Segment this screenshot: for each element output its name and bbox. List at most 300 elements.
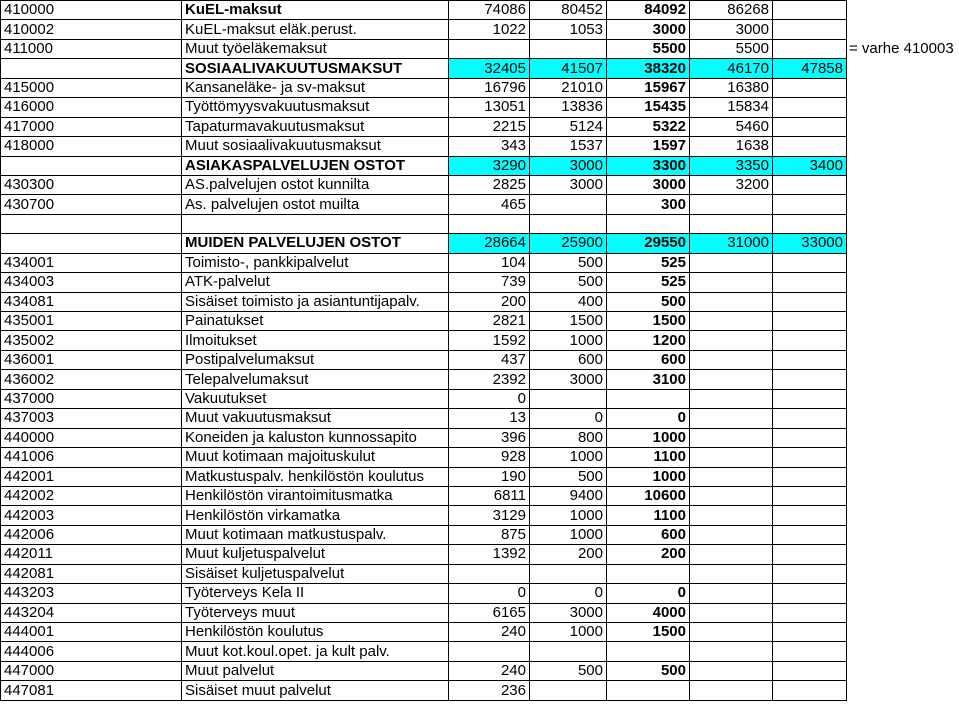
value-cell-col5[interactable] [773,428,847,447]
note-cell[interactable] [847,486,959,505]
value-cell-col4[interactable] [690,292,773,311]
value-cell-col2[interactable]: 41507 [530,59,607,78]
value-cell-col2[interactable]: 400 [530,292,607,311]
value-cell-col1[interactable] [449,564,530,583]
value-cell-col3[interactable]: 200 [607,545,690,564]
table-row [1,409,959,428]
note-cell[interactable] [847,20,959,39]
value-cell-col1[interactable]: 2215 [449,117,530,136]
value-cell-col5[interactable] [773,98,847,117]
section-header-row [1,59,959,78]
value-cell-col4[interactable] [690,486,773,505]
description-cell[interactable]: As. palvelujen ostot muilta [182,195,449,214]
value-cell-col2[interactable]: 9400 [530,486,607,505]
description-cell[interactable]: Työterveys Kela II [182,584,449,603]
account-code-cell[interactable]: 442003 [1,506,182,525]
value-cell-col3[interactable]: 15435 [607,98,690,117]
value-cell-col5[interactable] [773,117,847,136]
note-cell[interactable] [847,681,959,700]
description-cell[interactable]: Muut sosiaalivakuutusmaksut [182,137,449,156]
description-cell[interactable]: Postipalvelumaksut [182,350,449,369]
value-cell-col1[interactable]: 875 [449,525,530,544]
value-cell-col1[interactable]: 0 [449,584,530,603]
value-cell-col3[interactable]: 0 [607,584,690,603]
value-cell-col2[interactable] [530,681,607,700]
value-cell-col3[interactable]: 38320 [607,59,690,78]
note-cell[interactable] [847,312,959,331]
value-cell-col2[interactable]: 3000 [530,175,607,194]
value-cell-col2[interactable]: 1000 [530,331,607,350]
value-cell-col1[interactable]: 437 [449,350,530,369]
account-code-cell[interactable]: 441006 [1,448,182,467]
description-cell[interactable]: Painatukset [182,312,449,331]
value-cell-col1[interactable]: 343 [449,137,530,156]
note-cell[interactable] [847,389,959,408]
value-cell-col4[interactable] [690,389,773,408]
description-cell[interactable]: Tapaturmavakuutusmaksut [182,117,449,136]
value-cell-col5[interactable] [773,661,847,680]
description-cell[interactable]: Kansaneläke- ja sv-maksut [182,78,449,97]
value-cell-col4[interactable] [690,370,773,389]
account-code-cell[interactable]: 410000 [1,1,182,20]
value-cell-col2[interactable] [530,389,607,408]
account-code-cell[interactable]: 442001 [1,467,182,486]
value-cell-col3[interactable]: 1000 [607,467,690,486]
description-cell[interactable]: Ilmoitukset [182,331,449,350]
value-cell-col4[interactable]: 3000 [690,20,773,39]
value-cell-col4[interactable] [690,584,773,603]
value-cell-col3[interactable]: 4000 [607,603,690,622]
value-cell-col2[interactable]: 600 [530,350,607,369]
account-code-cell[interactable]: 436002 [1,370,182,389]
description-cell[interactable] [182,214,449,233]
value-cell-col1[interactable]: 0 [449,389,530,408]
value-cell-col3[interactable]: 15967 [607,78,690,97]
value-cell-col2[interactable]: 500 [530,253,607,272]
account-code-cell[interactable]: 418000 [1,137,182,156]
value-cell-col1[interactable]: 1022 [449,20,530,39]
note-cell[interactable] [847,175,959,194]
section-title-cell[interactable]: MUIDEN PALVELUJEN OSTOT [182,234,449,253]
value-cell-col5[interactable] [773,467,847,486]
value-cell-col3[interactable]: 1597 [607,137,690,156]
description-cell[interactable]: Henkilöstön virantoimitusmatka [182,486,449,505]
account-code-cell[interactable]: 443203 [1,584,182,603]
description-cell[interactable]: Muut vakuutusmaksut [182,409,449,428]
value-cell-col3[interactable]: 600 [607,350,690,369]
value-cell-col2[interactable]: 800 [530,428,607,447]
value-cell-col1[interactable] [449,39,530,58]
account-code-cell[interactable] [1,214,182,233]
account-code-cell[interactable]: 436001 [1,350,182,369]
value-cell-col1[interactable]: 240 [449,661,530,680]
value-cell-col2[interactable]: 500 [530,273,607,292]
account-code-cell[interactable]: 444001 [1,623,182,642]
value-cell-col1[interactable]: 28664 [449,234,530,253]
account-code-cell[interactable]: 434003 [1,273,182,292]
value-cell-col1[interactable]: 32405 [449,59,530,78]
value-cell-col2[interactable]: 500 [530,467,607,486]
value-cell-col1[interactable]: 13 [449,409,530,428]
description-cell[interactable]: KuEL-maksut [182,1,449,20]
value-cell-col3[interactable]: 84092 [607,1,690,20]
note-cell[interactable] [847,78,959,97]
value-cell-col2[interactable] [530,195,607,214]
value-cell-col4[interactable] [690,195,773,214]
value-cell-col4[interactable]: 5500 [690,39,773,58]
value-cell-col4[interactable] [690,409,773,428]
value-cell-col5[interactable] [773,370,847,389]
note-cell[interactable] [847,584,959,603]
account-code-cell[interactable]: 442011 [1,545,182,564]
description-cell[interactable]: Sisäiset muut palvelut [182,681,449,700]
account-code-cell[interactable]: 447000 [1,661,182,680]
value-cell-col4[interactable]: 1638 [690,137,773,156]
description-cell[interactable]: Työttömyysvakuutusmaksut [182,98,449,117]
value-cell-col4[interactable] [690,253,773,272]
note-cell[interactable] [847,448,959,467]
value-cell-col1[interactable]: 6165 [449,603,530,622]
value-cell-col4[interactable] [690,214,773,233]
account-code-cell[interactable]: 434001 [1,253,182,272]
value-cell-col5[interactable] [773,175,847,194]
description-cell[interactable]: KuEL-maksut eläk.perust. [182,20,449,39]
description-cell[interactable]: Muut kotimaan matkustuspalv. [182,525,449,544]
value-cell-col3[interactable] [607,389,690,408]
note-cell[interactable] [847,350,959,369]
value-cell-col3[interactable]: 3000 [607,175,690,194]
value-cell-col2[interactable]: 5124 [530,117,607,136]
table-row [1,389,959,408]
description-cell[interactable]: Henkilöstön koulutus [182,623,449,642]
value-cell-col4[interactable] [690,564,773,583]
table-row [1,564,959,583]
table-row [1,1,959,20]
account-code-cell[interactable] [1,234,182,253]
account-code-cell[interactable]: 437000 [1,389,182,408]
value-cell-col2[interactable] [530,642,607,661]
value-cell-col4[interactable]: 5460 [690,117,773,136]
value-cell-col1[interactable]: 200 [449,292,530,311]
value-cell-col5[interactable] [773,506,847,525]
value-cell-col4[interactable] [690,642,773,661]
value-cell-col1[interactable]: 739 [449,273,530,292]
value-cell-col3[interactable]: 600 [607,525,690,544]
value-cell-col5[interactable] [773,331,847,350]
value-cell-col2[interactable]: 13836 [530,98,607,117]
description-cell[interactable]: Muut kot.koul.opet. ja kult palv. [182,642,449,661]
value-cell-col1[interactable]: 13051 [449,98,530,117]
note-cell[interactable] [847,642,959,661]
account-code-cell[interactable]: 411000 [1,39,182,58]
value-cell-col1[interactable]: 2392 [449,370,530,389]
value-cell-col3[interactable]: 3300 [607,156,690,175]
value-cell-col2[interactable] [530,564,607,583]
value-cell-col1[interactable]: 6811 [449,486,530,505]
account-code-cell[interactable]: 437003 [1,409,182,428]
note-cell[interactable] [847,467,959,486]
value-cell-col5[interactable] [773,20,847,39]
account-code-cell[interactable]: 435002 [1,331,182,350]
value-cell-col3[interactable]: 3000 [607,20,690,39]
account-code-cell[interactable]: 430300 [1,175,182,194]
description-cell[interactable]: Vakuutukset [182,389,449,408]
value-cell-col4[interactable]: 3200 [690,175,773,194]
note-cell[interactable] [847,292,959,311]
value-cell-col1[interactable]: 190 [449,467,530,486]
value-cell-col4[interactable] [690,467,773,486]
description-cell[interactable]: Matkustuspalv. henkilöstön koulutus [182,467,449,486]
note-cell[interactable] [847,137,959,156]
value-cell-col5[interactable] [773,312,847,331]
value-cell-col1[interactable]: 928 [449,448,530,467]
value-cell-col5[interactable] [773,78,847,97]
value-cell-col3[interactable]: 0 [607,409,690,428]
value-cell-col3[interactable]: 500 [607,661,690,680]
note-cell[interactable]: = varhe 410003 [849,40,954,58]
value-cell-col3[interactable] [607,642,690,661]
value-cell-col5[interactable] [773,350,847,369]
value-cell-col1[interactable]: 2821 [449,312,530,331]
note-cell[interactable] [847,428,959,447]
value-cell-col5[interactable] [773,39,847,58]
value-cell-col3[interactable]: 10600 [607,486,690,505]
value-cell-col3[interactable]: 1500 [607,623,690,642]
value-cell-col5[interactable] [773,603,847,622]
value-cell-col1[interactable]: 2825 [449,175,530,194]
value-cell-col5[interactable] [773,486,847,505]
description-cell[interactable]: Muut työeläkemaksut [182,39,449,58]
value-cell-col5[interactable] [773,195,847,214]
value-cell-col5[interactable] [773,292,847,311]
section-title-cell[interactable]: ASIAKASPALVELUJEN OSTOT [182,156,449,175]
value-cell-col4[interactable] [690,623,773,642]
value-cell-col5[interactable] [773,584,847,603]
note-cell[interactable] [847,234,959,253]
value-cell-col2[interactable]: 1537 [530,137,607,156]
note-cell[interactable] [847,156,959,175]
value-cell-col3[interactable] [607,214,690,233]
note-cell[interactable] [847,409,959,428]
value-cell-col5[interactable] [773,642,847,661]
value-cell-col1[interactable]: 396 [449,428,530,447]
value-cell-col3[interactable]: 1000 [607,428,690,447]
value-cell-col2[interactable]: 1000 [530,525,607,544]
value-cell-col3[interactable]: 500 [607,292,690,311]
description-cell[interactable]: ATK-palvelut [182,273,449,292]
value-cell-col1[interactable] [449,642,530,661]
note-cell[interactable] [847,525,959,544]
value-cell-col3[interactable]: 5322 [607,117,690,136]
table-row [1,448,959,467]
account-code-cell[interactable]: 440000 [1,428,182,447]
value-cell-col4[interactable] [690,273,773,292]
value-cell-col2[interactable]: 21010 [530,78,607,97]
account-code-cell[interactable]: 442002 [1,486,182,505]
value-cell-col1[interactable]: 16796 [449,78,530,97]
value-cell-col4[interactable] [690,350,773,369]
value-cell-col3[interactable]: 300 [607,195,690,214]
value-cell-col5[interactable] [773,273,847,292]
value-cell-col4[interactable] [690,428,773,447]
value-cell-col3[interactable]: 1200 [607,331,690,350]
table-row [1,195,959,214]
note-cell[interactable] [847,623,959,642]
value-cell-col4[interactable]: 15834 [690,98,773,117]
account-code-cell[interactable]: 415000 [1,78,182,97]
description-cell[interactable]: Muut palvelut [182,661,449,680]
value-cell-col2[interactable]: 1000 [530,448,607,467]
value-cell-col5[interactable] [773,389,847,408]
note-cell[interactable] [847,117,959,136]
account-code-cell[interactable]: 417000 [1,117,182,136]
note-cell[interactable] [847,506,959,525]
value-cell-col2[interactable]: 0 [530,584,607,603]
table-row [1,525,959,544]
section-title-cell[interactable]: SOSIAALIVAKUUTUSMAKSUT [182,59,449,78]
value-cell-col4[interactable]: 3350 [690,156,773,175]
value-cell-col1[interactable] [449,214,530,233]
description-cell[interactable]: Muut kotimaan majoituskulut [182,448,449,467]
value-cell-col1[interactable]: 104 [449,253,530,272]
note-cell[interactable] [847,214,959,233]
value-cell-col4[interactable]: 86268 [690,1,773,20]
account-code-cell[interactable] [1,156,182,175]
value-cell-col4[interactable] [690,681,773,700]
value-cell-col2[interactable]: 1000 [530,506,607,525]
account-code-cell[interactable]: 416000 [1,98,182,117]
table-row [1,506,959,525]
value-cell-col1[interactable]: 3129 [449,506,530,525]
value-cell-col5[interactable] [773,681,847,700]
description-cell[interactable]: Koneiden ja kaluston kunnossapito [182,428,449,447]
note-cell[interactable] [847,331,959,350]
description-cell[interactable]: AS.palvelujen ostot kunnilta [182,175,449,194]
value-cell-col3[interactable]: 1100 [607,506,690,525]
note-cell[interactable] [847,253,959,272]
value-cell-col1[interactable]: 240 [449,623,530,642]
value-cell-col2[interactable]: 3000 [530,370,607,389]
account-code-cell[interactable]: 442006 [1,525,182,544]
value-cell-col4[interactable]: 46170 [690,59,773,78]
value-cell-col5[interactable]: 33000 [773,234,847,253]
account-code-cell[interactable]: 435001 [1,312,182,331]
account-code-cell[interactable]: 447081 [1,681,182,700]
value-cell-col2[interactable]: 1053 [530,20,607,39]
note-cell[interactable] [847,564,959,583]
value-cell-col3[interactable] [607,564,690,583]
value-cell-col3[interactable]: 1500 [607,312,690,331]
account-code-cell[interactable]: 444006 [1,642,182,661]
value-cell-col5[interactable] [773,137,847,156]
value-cell-col4[interactable] [690,661,773,680]
value-cell-col3[interactable]: 525 [607,253,690,272]
account-code-cell[interactable]: 410002 [1,20,182,39]
value-cell-col4[interactable]: 31000 [690,234,773,253]
value-cell-col4[interactable] [690,312,773,331]
note-cell[interactable] [847,1,959,20]
value-cell-col1[interactable]: 3290 [449,156,530,175]
value-cell-col2[interactable]: 3000 [530,603,607,622]
value-cell-col3[interactable]: 3100 [607,370,690,389]
value-cell-col2[interactable] [530,214,607,233]
value-cell-col5[interactable] [773,448,847,467]
value-cell-col2[interactable]: 1000 [530,623,607,642]
description-cell[interactable]: Muut kuljetuspalvelut [182,545,449,564]
value-cell-col5[interactable] [773,623,847,642]
account-code-cell[interactable]: 443204 [1,603,182,622]
account-code-cell[interactable]: 442081 [1,564,182,583]
value-cell-col5[interactable] [773,409,847,428]
value-cell-col2[interactable]: 500 [530,661,607,680]
value-cell-col5[interactable] [773,1,847,20]
value-cell-col2[interactable] [530,39,607,58]
account-code-cell[interactable]: 434081 [1,292,182,311]
note-cell[interactable] [847,370,959,389]
value-cell-col4[interactable] [690,331,773,350]
value-cell-col2[interactable]: 0 [530,409,607,428]
value-cell-col2[interactable]: 80452 [530,1,607,20]
description-cell[interactable]: Sisäiset toimisto ja asiantuntijapalv. [182,292,449,311]
value-cell-col2[interactable]: 3000 [530,156,607,175]
value-cell-col1[interactable]: 1592 [449,331,530,350]
account-code-cell[interactable] [1,59,182,78]
value-cell-col4[interactable] [690,603,773,622]
table-row [1,467,959,486]
description-cell[interactable]: Toimisto-, pankkipalvelut [182,253,449,272]
note-cell[interactable] [847,98,959,117]
note-cell[interactable] [847,273,959,292]
value-cell-col1[interactable]: 74086 [449,1,530,20]
value-cell-col2[interactable]: 25900 [530,234,607,253]
value-cell-col5[interactable] [773,564,847,583]
value-cell-col3[interactable]: 29550 [607,234,690,253]
note-cell[interactable] [847,603,959,622]
description-cell[interactable]: Työterveys muut [182,603,449,622]
value-cell-col5[interactable] [773,214,847,233]
value-cell-col2[interactable]: 1500 [530,312,607,331]
value-cell-col5[interactable] [773,525,847,544]
value-cell-col1[interactable]: 1392 [449,545,530,564]
description-cell[interactable]: Henkilöstön virkamatka [182,506,449,525]
value-cell-col1[interactable]: 236 [449,681,530,700]
value-cell-col3[interactable]: 5500 [607,39,690,58]
value-cell-col4[interactable]: 16380 [690,78,773,97]
value-cell-col5[interactable]: 47858 [773,59,847,78]
value-cell-col5[interactable]: 3400 [773,156,847,175]
note-cell[interactable] [847,195,959,214]
value-cell-col3[interactable] [607,681,690,700]
value-cell-col2[interactable]: 200 [530,545,607,564]
value-cell-col3[interactable]: 1100 [607,448,690,467]
value-cell-col5[interactable] [773,253,847,272]
table-row [1,117,959,136]
description-cell[interactable]: Sisäiset kuljetuspalvelut [182,564,449,583]
note-cell[interactable] [847,545,959,564]
value-cell-col4[interactable] [690,448,773,467]
value-cell-col3[interactable]: 525 [607,273,690,292]
value-cell-col1[interactable]: 465 [449,195,530,214]
note-cell[interactable] [847,59,959,78]
value-cell-col5[interactable] [773,545,847,564]
value-cell-col4[interactable] [690,525,773,544]
account-code-cell[interactable]: 430700 [1,195,182,214]
note-cell[interactable] [847,661,959,680]
description-cell[interactable]: Telepalvelumaksut [182,370,449,389]
value-cell-col4[interactable] [690,506,773,525]
table-row [1,545,959,564]
value-cell-col4[interactable] [690,545,773,564]
